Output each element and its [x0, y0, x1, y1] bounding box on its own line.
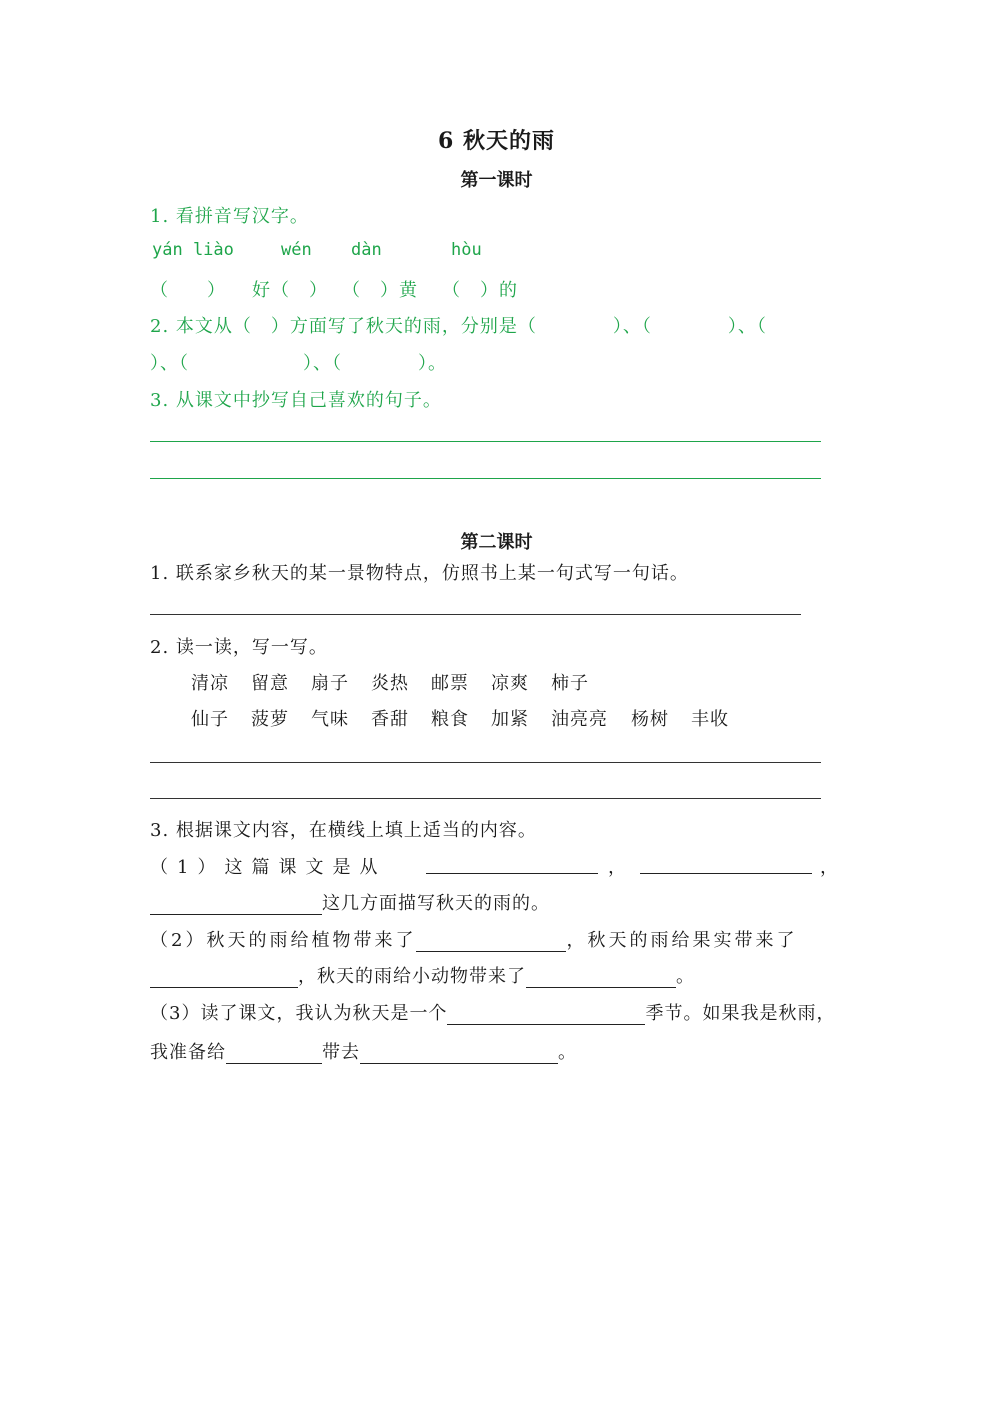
q3-part1-suffix: 这几方面描写秋天的雨的。 — [322, 893, 550, 914]
word-item: 仙子 — [191, 709, 229, 730]
q3-part1-prefix: （1）这篇课文是从 — [150, 857, 387, 878]
word-item: 留意 — [251, 673, 289, 694]
word-item: 气味 — [311, 709, 349, 730]
q3-part3-end: 。 — [558, 1042, 577, 1063]
q3-part3-line2 — [150, 1038, 577, 1064]
answer-line[interactable] — [150, 614, 801, 615]
lesson-1-q2-line1: 2. 本文从（ ）方面写了秋天的雨，分别是（ ）、（ ）、（ — [150, 316, 767, 337]
q3-part2-line2 — [150, 962, 695, 988]
blank-3: （ ）黄 — [342, 280, 418, 301]
blank-underline[interactable] — [426, 853, 598, 874]
page-title: 6 秋天的雨 — [438, 128, 555, 154]
q3-part1-comma: ， — [820, 857, 839, 878]
lesson-2-heading: 第二课时 — [460, 532, 533, 553]
blank-underline[interactable] — [150, 894, 322, 915]
q3-part1-line1 — [150, 853, 839, 878]
blank-underline[interactable] — [640, 853, 812, 874]
q3-part3-c: 我准备给 — [150, 1042, 226, 1063]
q3-part2-c: ，秋天的雨给小动物带来了 — [298, 966, 526, 987]
q3-part2-b: ，秋天的雨给果实带来了 — [566, 930, 798, 951]
q3-part2-line1 — [150, 926, 797, 952]
pinyin-2: wén — [281, 240, 312, 260]
answer-line[interactable] — [150, 478, 821, 479]
answer-line[interactable] — [150, 441, 821, 442]
lesson-2-q1-label: 1. 联系家乡秋天的某一景物特点，仿照书上某一句式写一句话。 — [150, 563, 689, 584]
word-item: 凉爽 — [491, 673, 529, 694]
word-item: 邮票 — [431, 673, 469, 694]
q3-part1-comma: ， — [608, 857, 627, 878]
blank-4: （ ）的 — [442, 280, 518, 301]
pinyin-3: dàn — [351, 240, 382, 260]
q3-part2-end: 。 — [676, 966, 695, 987]
word-item: 油亮亮 — [551, 709, 608, 730]
blank-underline[interactable] — [447, 1004, 645, 1025]
pinyin-1: yán liào — [152, 240, 234, 260]
word-item: 柿子 — [551, 673, 589, 694]
blank-underline[interactable] — [150, 967, 298, 988]
lesson-1-q1-label: 1. 看拼音写汉字。 — [150, 206, 309, 227]
lesson-1-q3-label: 3. 从课文中抄写自己喜欢的句子。 — [150, 390, 442, 411]
q3-part3-b: 季节。如果我是秋雨， — [645, 1003, 836, 1024]
lesson-2-q2-label: 2. 读一读，写一写。 — [150, 637, 328, 658]
q3-part3-d: 带去 — [322, 1042, 360, 1063]
blank-underline[interactable] — [526, 967, 676, 988]
word-item: 扇子 — [311, 673, 349, 694]
q3-part1-line2 — [150, 889, 550, 915]
lesson-2-q3-label: 3. 根据课文内容，在横线上填上适当的内容。 — [150, 820, 537, 841]
blank-underline[interactable] — [416, 931, 566, 952]
blank-underline[interactable] — [360, 1043, 558, 1064]
answer-line[interactable] — [150, 798, 821, 799]
blank-2: 好（ ） — [252, 280, 328, 301]
pinyin-4: hòu — [451, 240, 482, 260]
blank-underline[interactable] — [226, 1043, 322, 1064]
lesson-1-q2-line2: ）、（ ）、（ ）。 — [150, 353, 447, 374]
word-item: 粮食 — [431, 709, 469, 730]
q3-part3-line1 — [150, 999, 835, 1025]
q3-part2-a: （2）秋天的雨给植物带来了 — [150, 930, 417, 951]
word-item: 清凉 — [191, 673, 229, 694]
word-item: 加紧 — [491, 709, 529, 730]
word-item: 炎热 — [371, 673, 409, 694]
lesson-1-heading: 第一课时 — [460, 170, 533, 191]
answer-line[interactable] — [150, 762, 821, 763]
word-item: 菠萝 — [251, 709, 289, 730]
word-item: 杨树 — [631, 709, 669, 730]
q3-part3-a: （3）读了课文，我认为秋天是一个 — [150, 1003, 448, 1024]
blank-1: （ ） — [150, 280, 226, 301]
word-item: 丰收 — [691, 709, 729, 730]
word-item: 香甜 — [371, 709, 409, 730]
